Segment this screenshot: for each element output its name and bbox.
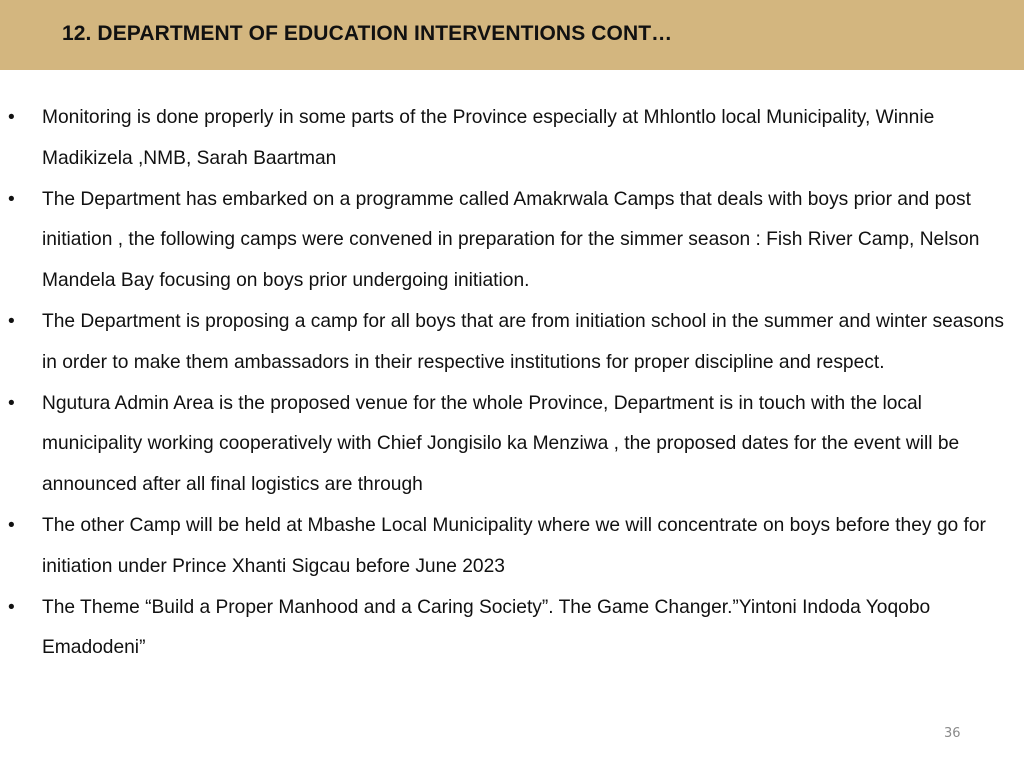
bullet-icon: • bbox=[8, 596, 15, 618]
bullet-item bbox=[0, 506, 1024, 588]
bullet-text: Ngutura Admin Area is the proposed venue for the whole Province, Department is in touch with the local municipality working cooperatively with Chief Jongisilo ka Menziwa , the proposed dates for the event will be announced after all final logistics are through bbox=[42, 392, 960, 496]
bullet-text: The Department is proposing a camp for all boys that are from initiation school in the summer and winter seasons in order to make them ambassadors in their respective institutions for proper discipline and respect. bbox=[42, 310, 1004, 373]
bullet-item bbox=[0, 180, 1024, 302]
bullet-item bbox=[0, 384, 1024, 506]
page-number: 36 bbox=[944, 726, 961, 741]
header-bar bbox=[0, 0, 1024, 70]
bullet-text: The other Camp will be held at Mbashe Local Municipality where we will concentrate on boys before they go for initiation under Prince Xhanti Sigcau before June 2023 bbox=[42, 514, 986, 577]
bullet-icon: • bbox=[8, 107, 15, 128]
bullet-icon: • bbox=[8, 514, 15, 536]
bullet-text: The Department has embarked on a programme called Amakrwala Camps that deals with boys prior and post initiation , the following camps were convened in preparation for the simmer season : Fish River Camp, Nelson Mandela Bay focusing on boys prior undergoing initiation. bbox=[42, 188, 980, 292]
bullet-item bbox=[0, 98, 1024, 180]
bullet-text: Monitoring is done properly in some parts of the Province especially at Mhlontlo local Municipality, Winnie Madikizela ,NMB, Sarah Baartman bbox=[42, 107, 935, 169]
bullet-item bbox=[0, 302, 1024, 384]
bullet-list bbox=[0, 98, 1024, 669]
slide-title: 12. DEPARTMENT OF EDUCATION INTERVENTIONS CONT… bbox=[62, 22, 673, 45]
bullet-icon: • bbox=[8, 310, 15, 332]
bullet-text: The Theme “Build a Proper Manhood and a Caring Society”. The Game Changer.”Yintoni Indoda Yoqobo Emadodeni” bbox=[42, 596, 931, 659]
bullet-icon: • bbox=[8, 188, 15, 210]
bullet-item bbox=[0, 588, 1024, 670]
bullet-icon: • bbox=[8, 392, 15, 414]
